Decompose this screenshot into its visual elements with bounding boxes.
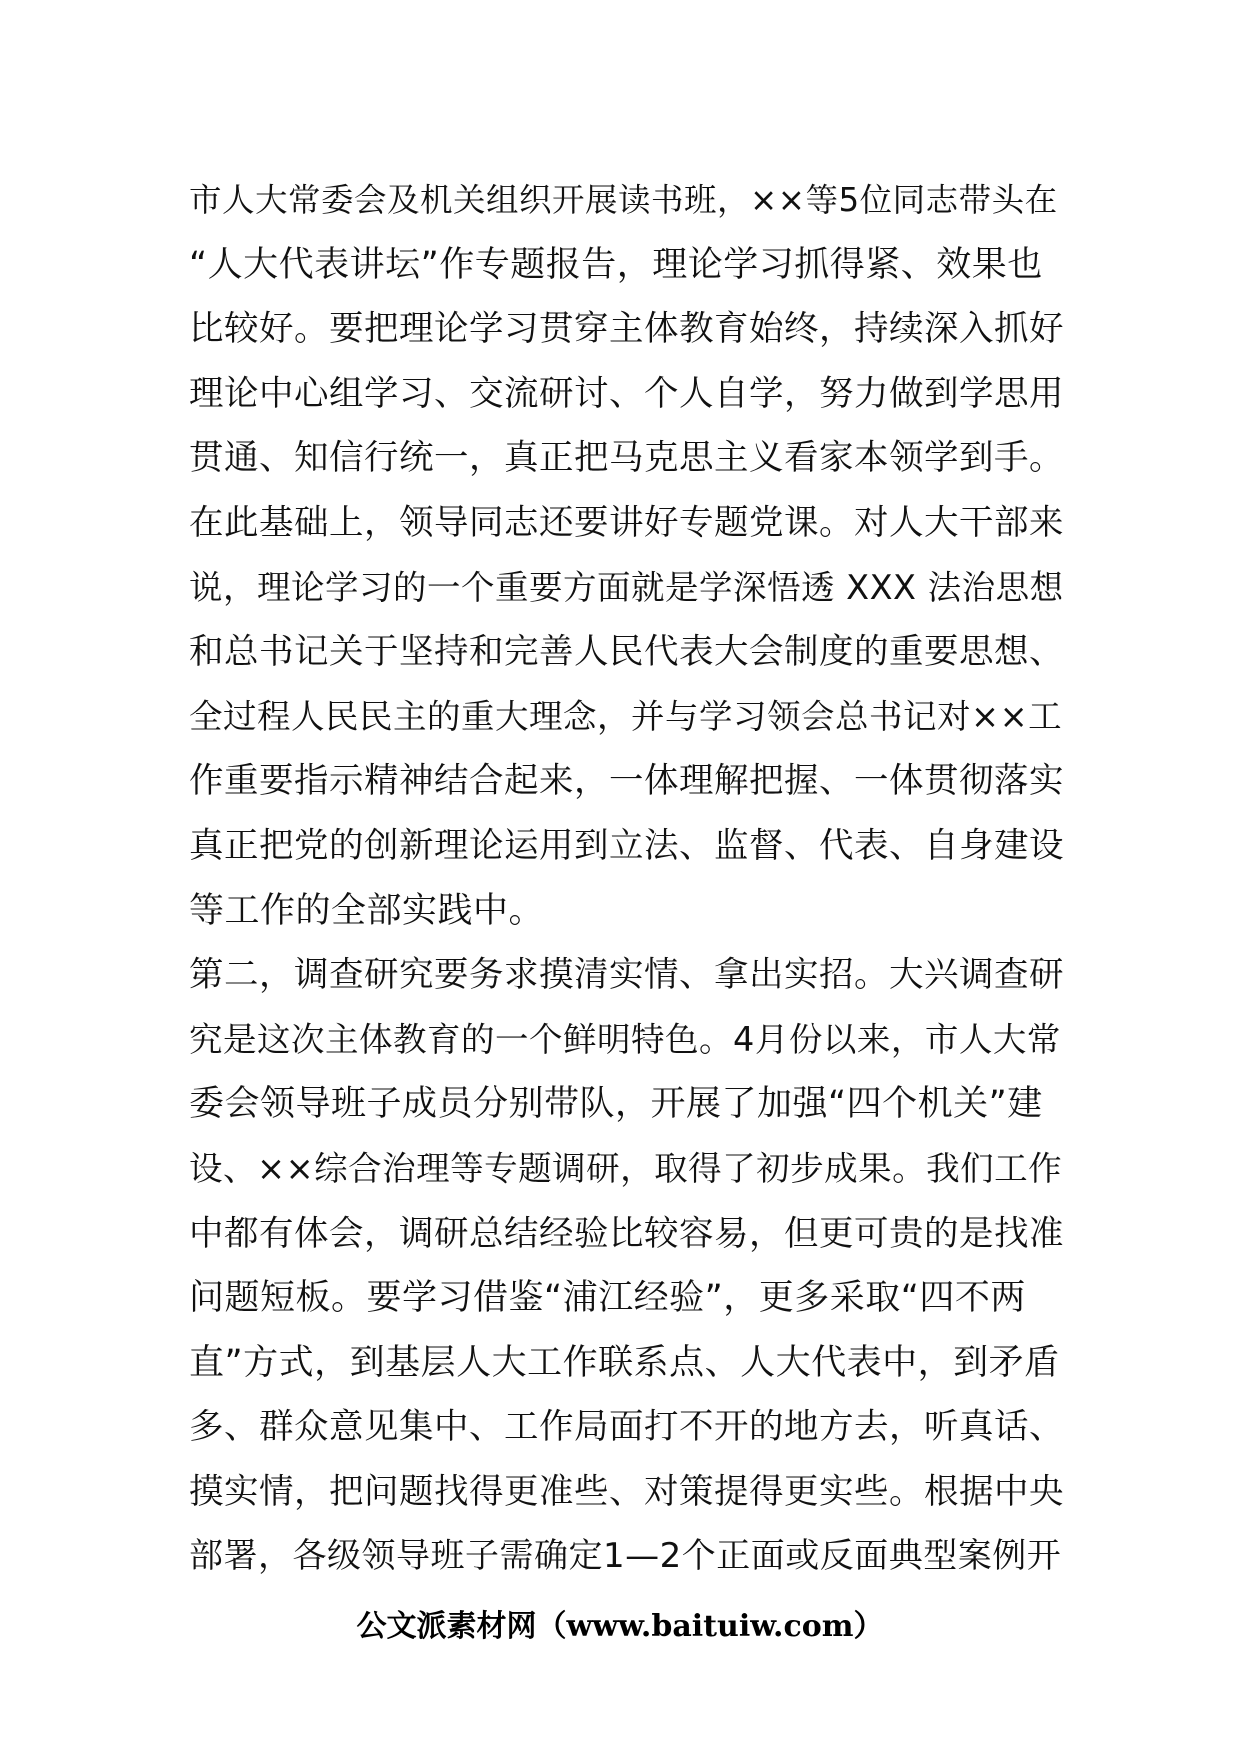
text-line: 真正把党的创新理论运用到立法、监督、代表、自身建设 bbox=[189, 825, 1064, 866]
footer-watermark: 公文派素材网（www.baituiw.com） bbox=[356, 1609, 884, 1644]
text-line: 比较好。要把理论学习贯穿主体教育始终，持续深入抓好 bbox=[189, 309, 1064, 350]
text-line: 问题短板。要学习借鉴“浦江经验”，更多采取“四不两 bbox=[189, 1278, 1026, 1319]
text-line: 等工作的全部实践中。 bbox=[189, 890, 545, 931]
text-line: 究是这次主体教育的一个鲜明特色。4月份以来，市人大常 bbox=[189, 1019, 1061, 1059]
text-line: 设、××综合治理等专题调研，取得了初步成果。我们工作 bbox=[189, 1148, 1063, 1188]
text-line: 中都有体会，调研总结经验比较容易，但更可贵的是找准 bbox=[189, 1213, 1064, 1254]
text-line: 贯通、知信行统一，真正把马克思主义看家本领学到手。 bbox=[189, 438, 1064, 479]
text-line: 第二，调查研究要务求摸清实情、拿出实招。大兴调查研 bbox=[189, 955, 1064, 996]
text-line: 市人大常委会及机关组织开展读书班，××等5位同志带头在 bbox=[189, 181, 1058, 219]
text-line: 摸实情，把问题找得更准些、对策提得更实些。根据中央 bbox=[189, 1471, 1064, 1512]
text-line: “人大代表讲坛”作专题报告，理论学习抓得紧、效果也 bbox=[189, 244, 1043, 285]
text-line: 说，理论学习的一个重要方面就是学深悟透 XXX 法治思想 bbox=[189, 567, 1064, 607]
text-line: 委会领导班子成员分别带队，开展了加强“四个机关”建 bbox=[189, 1084, 1043, 1125]
text-line: 多、群众意见集中、工作局面打不开的地方去，听真话、 bbox=[189, 1407, 1064, 1448]
text-line: 直”方式，到基层人大工作联系点、人大代表中，到矛盾 bbox=[189, 1342, 1060, 1383]
text-line: 部署，各级领导班子需确定1—2个正面或反面典型案例开 bbox=[189, 1536, 1062, 1577]
text-line: 和总书记关于坚持和完善人民代表大会制度的重要思想、 bbox=[189, 632, 1064, 673]
text-line: 在此基础上，领导同志还要讲好专题党课。对人大干部来 bbox=[189, 502, 1064, 543]
body-text bbox=[189, 168, 1069, 1589]
text-line: 作重要指示精神结合起来，一体理解把握、一体贯彻落实 bbox=[189, 761, 1064, 802]
text-line: 全过程人民民主的重大理念，并与学习领会总书记对××工 bbox=[189, 696, 1063, 736]
text-line: 理论中心组学习、交流研讨、个人自学，努力做到学思用 bbox=[189, 373, 1064, 414]
